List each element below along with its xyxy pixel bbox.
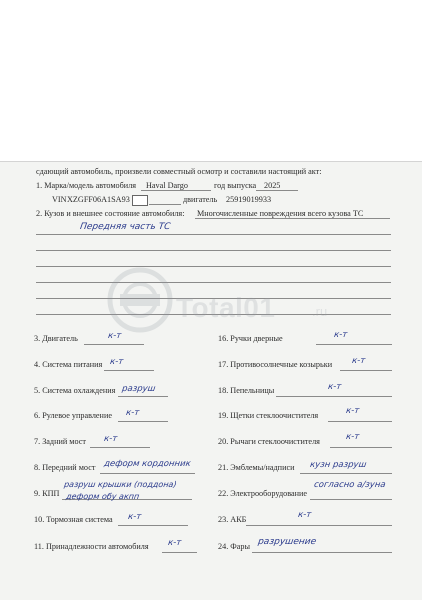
item-label: 11. Принадлежности автомобиля [34, 542, 149, 551]
ruled-line [36, 250, 391, 251]
brand-value: Haval Dargo [146, 181, 188, 190]
item-note: согласно а/зуна [313, 480, 387, 490]
item-note: к-т [167, 538, 182, 548]
item-underline [100, 473, 195, 474]
item-label: 8. Передний мост [34, 463, 96, 472]
item-label: 20. Рычаги стеклоочистителя [218, 437, 320, 446]
item-note: к-т [345, 406, 360, 416]
ruled-line [36, 298, 391, 299]
ruled-line [36, 282, 391, 283]
item-underline [118, 396, 168, 397]
item-label: 7. Задний мост [34, 437, 86, 446]
vin-value: XZGFF06A1SA93 [67, 195, 130, 204]
body-handwritten-note: Передняя часть ТС [79, 222, 172, 232]
item-note: к-т [297, 510, 312, 520]
item-note: к-т [333, 330, 348, 340]
item-note: кузн разруш [309, 460, 367, 470]
item-label: 24. Фары [218, 542, 250, 551]
body-underline [195, 218, 390, 219]
item-label: 23. АКБ [218, 515, 247, 524]
item-underline [118, 525, 188, 526]
item-label: 9. КПП [34, 489, 60, 498]
item-underline [90, 447, 150, 448]
item-underline [310, 499, 392, 500]
item-underline [340, 370, 392, 371]
item-note: разруш крышки (поддона) [63, 480, 178, 489]
item-note: к-т [109, 357, 124, 367]
ruled-line [36, 234, 391, 235]
ruled-line [36, 314, 391, 315]
ruled-line [36, 266, 391, 267]
item-note: к-т [345, 432, 360, 442]
brand-label: 1. Марка/модель автомобиля [36, 181, 137, 190]
item-underline [300, 473, 392, 474]
item-label: 18. Пепельницы [218, 386, 275, 395]
watermark-logo-icon [100, 258, 180, 342]
item-label: 16. Ручки дверные [218, 334, 283, 343]
item-note: разрушение [257, 537, 317, 547]
item-note: к-т [327, 382, 342, 392]
item-label: 6. Рулевое управление [34, 411, 112, 420]
item-label: 3. Двигатель [34, 334, 78, 343]
item-note: к-т [107, 331, 122, 341]
item-label: 4. Система питания [34, 360, 103, 369]
body-label: 2. Кузов и внешнее состояние автомобиля: [36, 209, 185, 218]
item-note: к-т [103, 434, 118, 444]
engine-label: двигатель [183, 195, 218, 204]
engine-value: 25919019933 [226, 195, 272, 204]
item-underline [104, 370, 154, 371]
item-underline [246, 525, 392, 526]
intro-text: сдающий автомобиль, произвели совместный осмотр и составили настоящий акт: [36, 167, 322, 176]
item-note: к-т [351, 356, 366, 366]
watermark [100, 258, 340, 342]
item-label: 5. Система охлаждения [34, 386, 116, 395]
item-note: разруш [121, 384, 157, 394]
item-label: 10. Тормозная система [34, 515, 113, 524]
vin-underline [149, 204, 181, 205]
item-underline [276, 396, 392, 397]
item-label: 19. Щетки стеклоочистителя [218, 411, 319, 420]
item-label: 22. Электрооборудование [218, 489, 307, 498]
item-label: 17. Противосолнечные козырьки [218, 360, 333, 369]
item-note: к-т [127, 512, 142, 522]
item-underline [118, 421, 168, 422]
vin-redacted-box [132, 195, 148, 206]
item-note-secondary: деформ обу акпп [65, 492, 140, 501]
item-label: 21. Эмблемы/надписи [218, 463, 295, 472]
redacted-header-area [0, 0, 422, 162]
year-label: год выпуска [214, 181, 257, 190]
item-note: деформ кордонник [103, 459, 192, 469]
body-value: Многочисленные повреждения всего кузова ТС [197, 209, 364, 218]
item-underline [84, 344, 144, 345]
watermark-suffix: .ru [312, 304, 328, 319]
item-underline [330, 447, 392, 448]
item-underline [162, 552, 197, 553]
watermark-brand: Total01 [176, 292, 276, 323]
item-underline [252, 552, 392, 553]
item-note: к-т [125, 408, 140, 418]
item-underline [328, 421, 392, 422]
year-value: 2025 [264, 181, 281, 190]
item-underline [316, 344, 392, 345]
vin-label: VIN [52, 195, 67, 204]
